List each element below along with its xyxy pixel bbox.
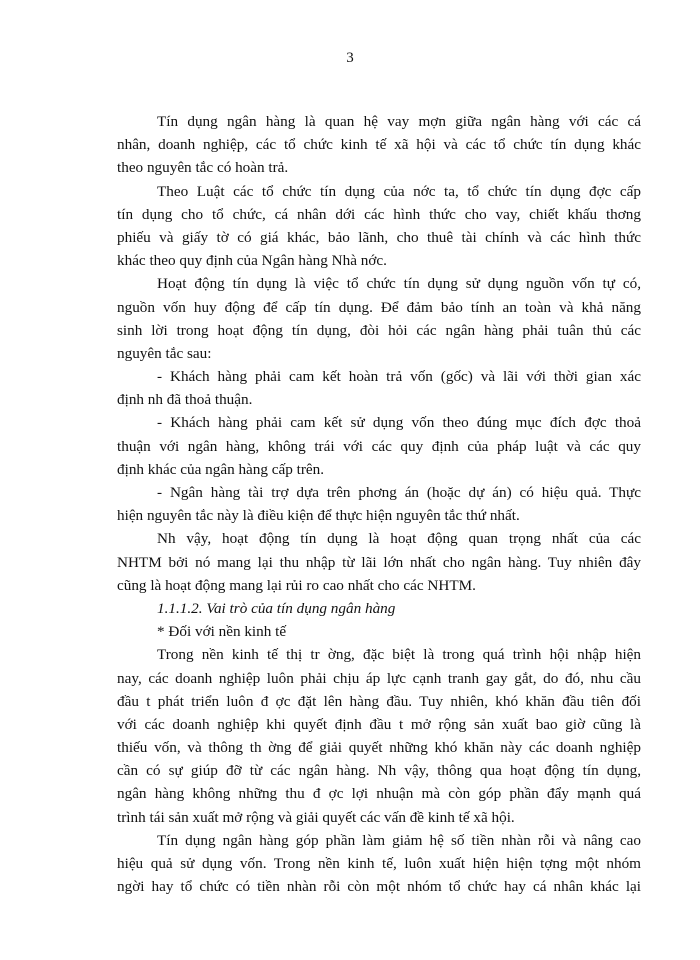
text-line: ngân hàng không những thu đ ợc lợi nhuận mà còn góp phần đẩy mạnh quá <box>117 785 641 803</box>
text-line: sinh lời trong hoạt động tín dụng, đòi hỏi các ngân hàng phải tuân thủ các <box>117 321 641 339</box>
text-line: ngời hay tổ chức có tiền nhàn rỗi còn một nhóm tổ chức hay cá nhân khác lại <box>117 878 641 896</box>
text-line: tín dụng cho tổ chức, cá nhân dới các hình thức cho vay, chiết khấu thơng <box>117 205 641 223</box>
text-line: Nh vậy, hoạt động tín dụng là hoạt động quan trọng nhất của các <box>157 530 641 548</box>
text-line: nay, các doanh nghiệp luôn phải chịu áp lực cạnh tranh gay gắt, do đó, nhu cầu <box>117 669 641 687</box>
section-heading: 1.1.1.2. Vai trò của tín dụng ngân hàng <box>157 599 396 617</box>
text-line: Theo Luật các tổ chức tín dụng của nớc ta, tổ chức tín dụng đợc cấp <box>157 182 641 200</box>
text-line: với các doanh nghiệp khi quyết định đầu t mở rộng sản xuất bao giờ cũng là <box>117 715 641 733</box>
text-line: thuận với ngân hàng, không trái với các quy định của pháp luật và các quy <box>117 437 641 455</box>
text-line: phiếu và giấy tờ có giá khác, bảo lãnh, cho thuê tài chính và các hình thức <box>117 228 641 246</box>
text-line: Hoạt động tín dụng là việc tổ chức tín dụng sử dụng nguồn vốn tự có, <box>157 275 641 293</box>
text-line: Trong nền kinh tế thị tr ờng, đặc biệt là trong quá trình hội nhập hiện <box>157 646 641 664</box>
bullet-line: - Ngân hàng tài trợ dựa trên phơng án (hoặc dự án) có hiệu quả. Thực <box>157 484 641 501</box>
text-line: Tín dụng ngân hàng là quan hệ vay mợn giữa ngân hàng với các cá <box>157 113 641 130</box>
text-line: khác theo quy định của Ngân hàng Nhà nớc. <box>117 252 387 270</box>
text-line: hiệu quả sử dụng vốn. Trong nền kinh tế, luôn xuất hiện hiện tợng một nhóm <box>117 855 641 872</box>
text-line: hiện nguyên tắc này là điều kiện để thực hiện nguyên tắc thứ nhất. <box>117 507 520 525</box>
text-line: trình tái sản xuất mở rộng và giải quyết các vấn đề kinh tế xã hội. <box>117 808 515 826</box>
text-line: nhân, doanh nghiệp, các tổ chức kinh tế xã hội và các tổ chức tín dụng khác <box>117 136 641 154</box>
bullet-line: - Khách hàng phải cam kết sử dụng vốn theo đúng mục đích đợc thoả <box>157 414 641 432</box>
text-line: cũng là hoạt động mang lại rủi ro cao nhất cho các NHTM. <box>117 576 476 594</box>
text-line: đầu t phát triển luôn đ ợc đặt lên hàng đầu. Tuy nhiên, khó khăn đầu tiên đối <box>117 692 641 710</box>
text-line: NHTM bởi nó mang lại thu nhập từ lãi lớn nhất cho ngân hàng. Tuy nhiên đây <box>117 553 641 571</box>
text-line: định khác của ngân hàng cấp trên. <box>117 460 325 478</box>
text-line: nguyên tắc sau: <box>117 344 212 362</box>
text-line: Tín dụng ngân hàng góp phần làm giảm hệ số tiền nhàn rỗi và nâng cao <box>157 831 641 849</box>
text-line: cần có sự giúp đỡ từ các ngân hàng. Nh vậy, thông qua hoạt động tín dụng, <box>117 762 641 780</box>
page-number: 3 <box>346 50 354 66</box>
text-line: nguồn vốn huy động để cấp tín dụng. Để đảm bảo tính an toàn và khả năng <box>117 298 641 316</box>
document-body <box>117 110 641 898</box>
bullet-line: - Khách hàng phải cam kết hoàn trả vốn (gốc) và lãi với thời gian xác <box>157 368 641 386</box>
text-line: thiếu vốn, và thông th ờng để giải quyết những khó khăn này các doanh nghiệp <box>117 739 641 757</box>
text-line: theo nguyên tắc có hoàn trả. <box>117 159 289 177</box>
subsection-heading: * Đối với nền kinh tế <box>157 623 287 641</box>
text-line: định nh đã thoả thuận. <box>117 391 253 409</box>
